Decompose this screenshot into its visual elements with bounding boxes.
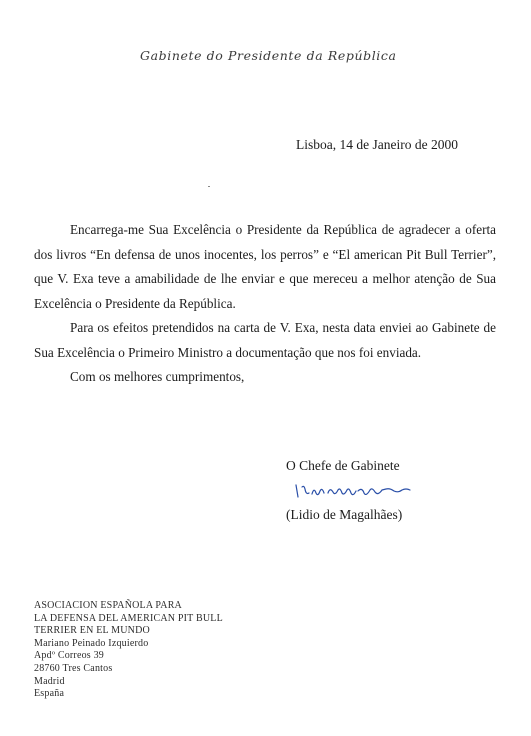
address-line: Apdº Correos 39 bbox=[34, 650, 104, 662]
letter-body bbox=[34, 218, 496, 390]
letterhead: Gabinete do Presidente da República bbox=[140, 48, 397, 63]
address-line: Mariano Peinado Izquierdo bbox=[34, 637, 149, 649]
closing-line: Com os melhores cumprimentos, bbox=[70, 369, 245, 384]
body-paragraph-1: Encarrega-me Sua Excelência o Presidente da República de agradecer a oferta dos livros “En defensa de unos inocentes, los perros” e “El american Pit Bull Terrier”, que V. Exa teve a amabilidade de lhe enviar e que mereceu a melhor atenção de Sua Excelência o Presidente da República. bbox=[34, 222, 496, 311]
address-line: España bbox=[34, 688, 65, 700]
recipient-address bbox=[34, 600, 223, 701]
signatory-name: (Lidio de Magalhães) bbox=[286, 507, 403, 522]
address-line: TERRIER EN EL MUNDO bbox=[34, 625, 150, 637]
letter-date: Lisboa, 14 de Janeiro de 2000 bbox=[296, 137, 458, 152]
address-line: LA DEFENSA DEL AMERICAN PIT BULL bbox=[34, 612, 223, 624]
address-line: 28760 Tres Cantos bbox=[34, 662, 113, 674]
signatory-title: O Chefe de Gabinete bbox=[286, 458, 400, 473]
address-line: ASOCIACION ESPAÑOLA PARA bbox=[34, 600, 182, 611]
paper-speck bbox=[208, 186, 210, 187]
handwritten-signature bbox=[292, 481, 420, 503]
address-line: Madrid bbox=[34, 675, 65, 687]
body-paragraph-2: Para os efeitos pretendidos na carta de V. Exa, nesta data enviei ao Gabinete de Sua Excelência o Primeiro Ministro a documentação que nos foi enviada. bbox=[34, 320, 496, 360]
